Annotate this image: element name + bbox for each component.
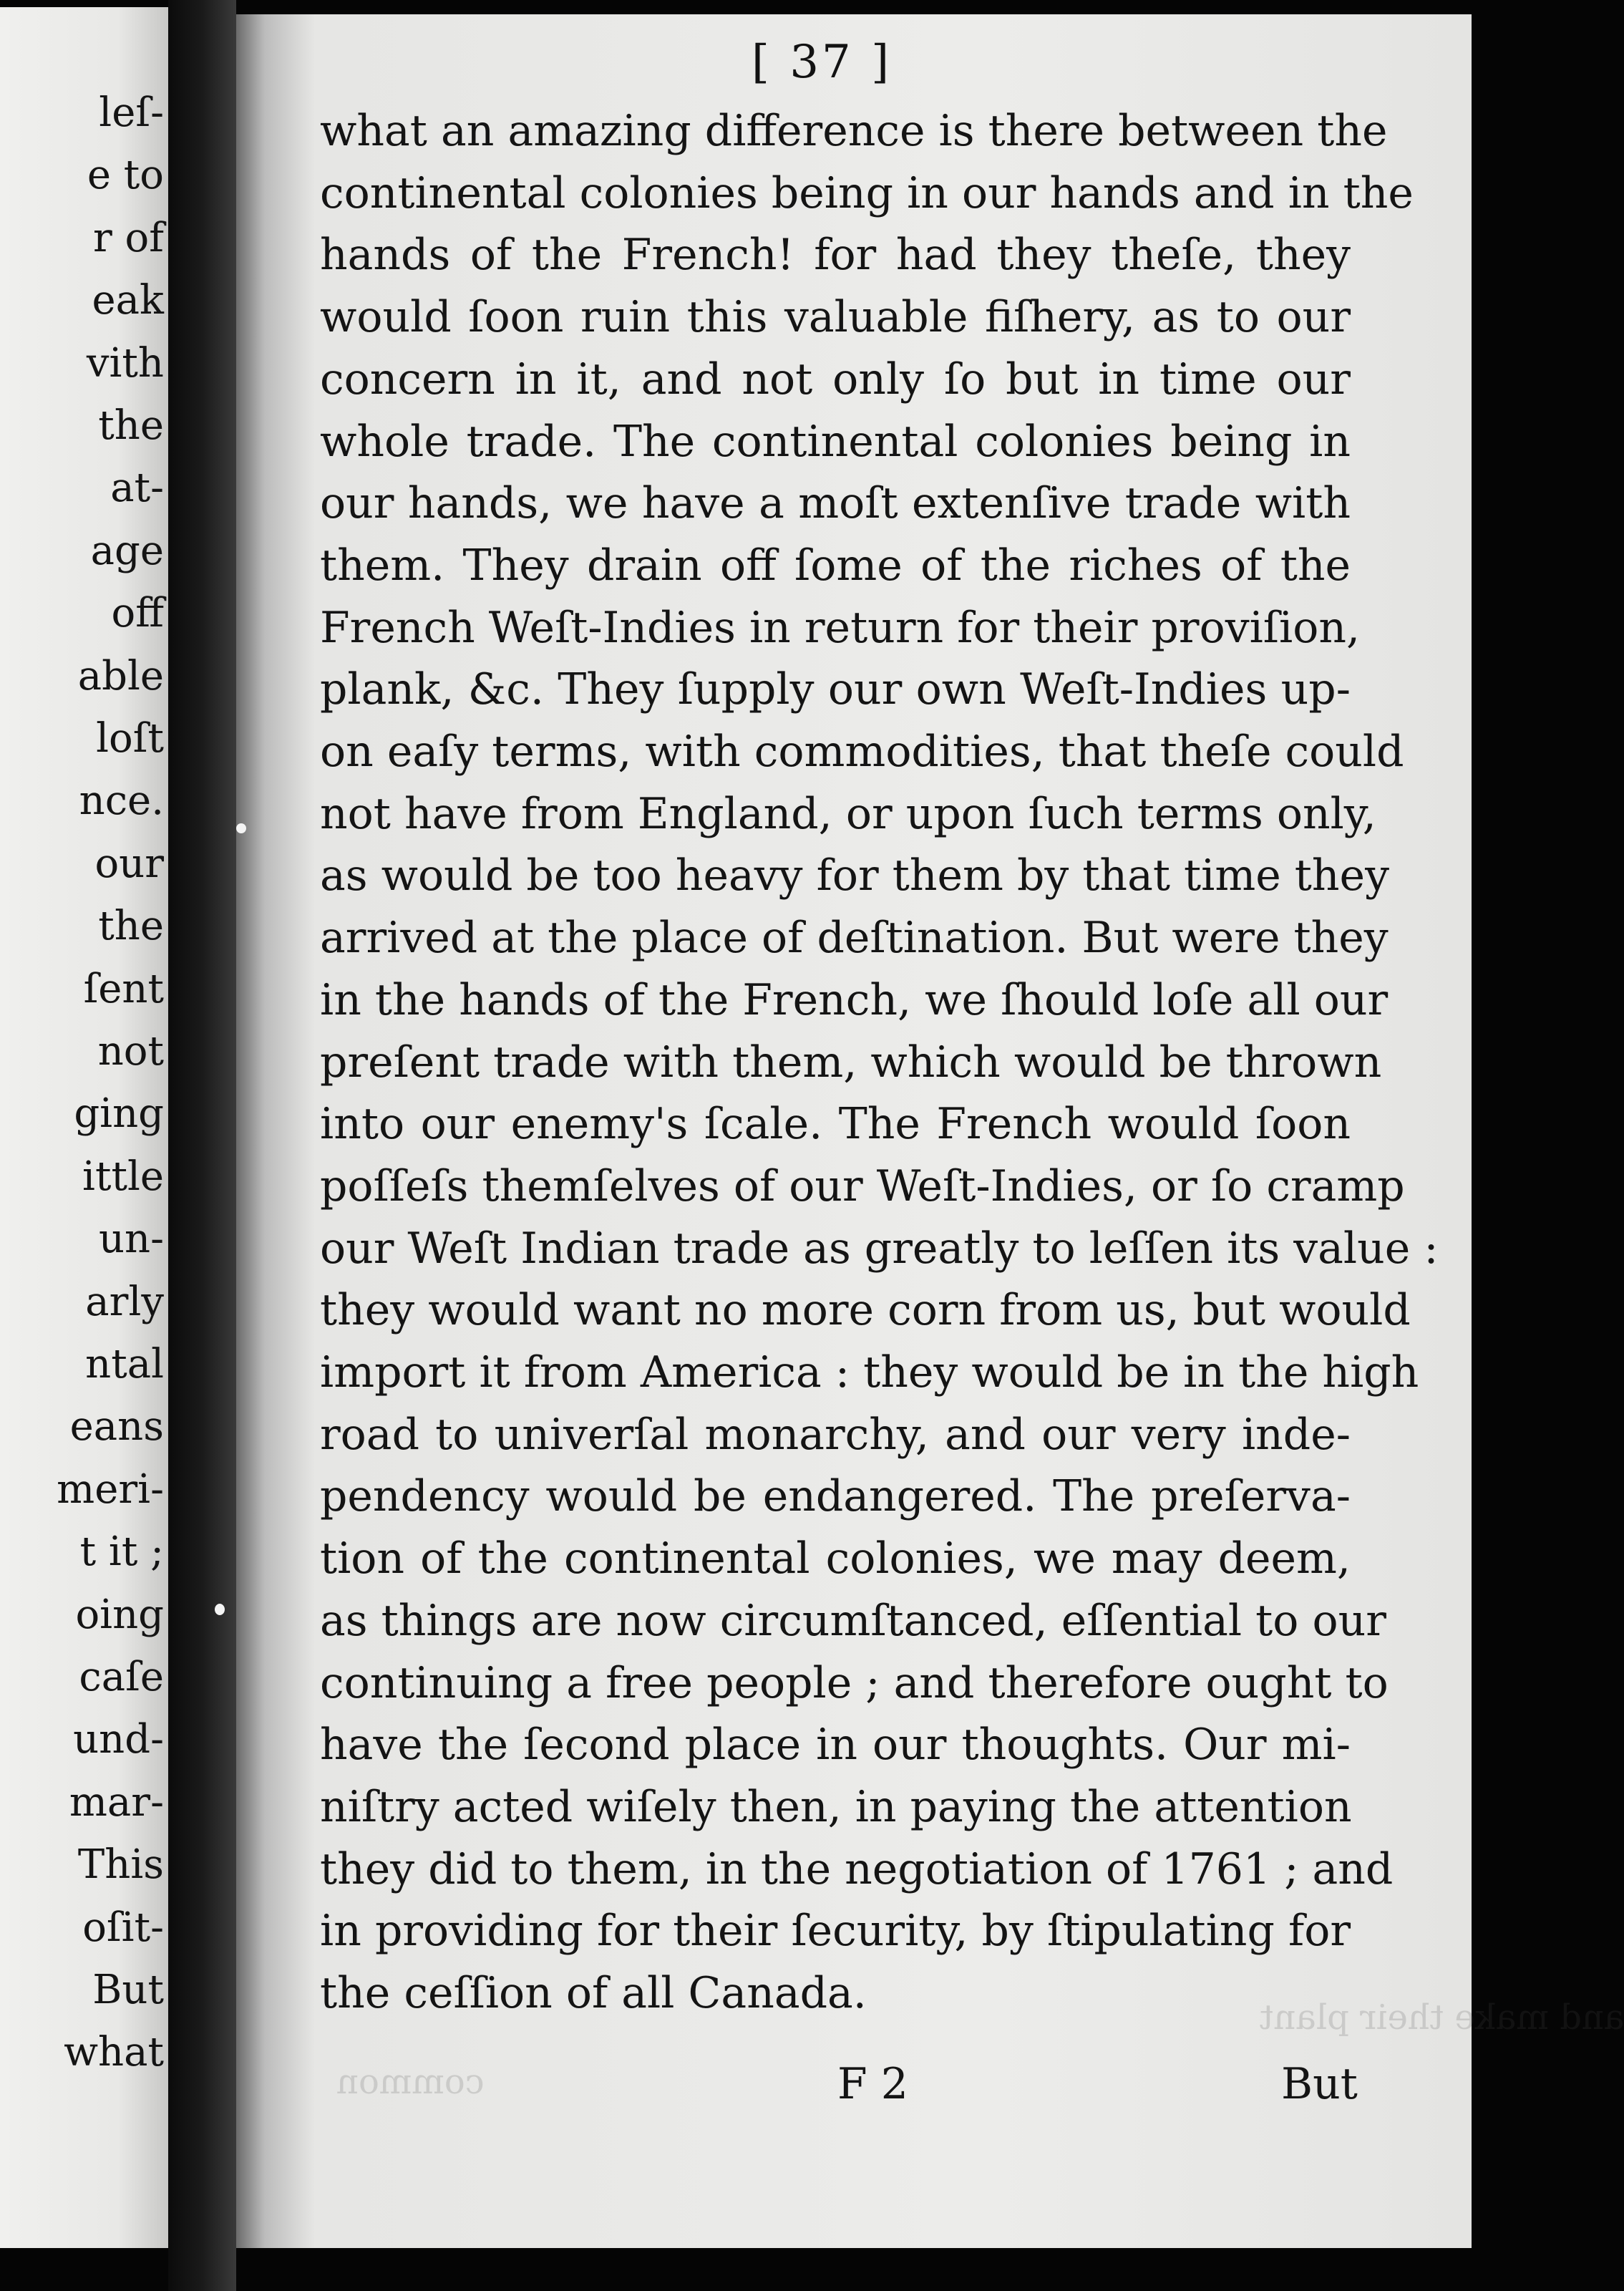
facing-page-line: what (64, 2029, 164, 2076)
text-line: French Weſt-Indies in return for their proviſion, (320, 602, 1361, 653)
facing-page-line: ittle (82, 1153, 164, 1200)
catchword: But (1281, 2059, 1358, 2109)
text-line: have the ſecond place in our thoughts. Our mi- (320, 1720, 1351, 1771)
facing-page-fragment (0, 7, 168, 2248)
text-line: arrived at the place of deſtination. But were they (320, 913, 1389, 964)
text-line: as things are now circumſtanced, eſſential to our (320, 1595, 1386, 1646)
text-line: continental colonies being in our hands and in the (320, 168, 1414, 218)
text-line: them. They drain off ſome of the riches of the (320, 540, 1351, 591)
facing-page-line: caſe (79, 1654, 164, 1700)
facing-page-line: able (77, 652, 164, 699)
facing-page-line: ſent (83, 965, 164, 1012)
facing-page-line: und- (73, 1716, 164, 1763)
text-line: the ceſſion of all Canada. (320, 1968, 867, 2018)
facing-page-line: vith (86, 339, 164, 387)
text-line: import it from America : they would be in the high (320, 1347, 1419, 1398)
text-line: whole trade. The continental colonies being in (320, 416, 1351, 467)
text-line: not have from England, or upon ſuch terms only, (320, 788, 1376, 839)
facing-page-line: oſit- (82, 1904, 164, 1951)
facing-page-line: at- (110, 465, 164, 512)
paper-speck (236, 823, 246, 833)
facing-page-line: age (90, 527, 164, 574)
text-line: road to univerſal monarchy, and our very inde- (320, 1409, 1351, 1460)
facing-page-line: the (98, 402, 164, 449)
text-line: continuing a free people ; and therefore ought to (320, 1657, 1389, 1708)
show-through-text: and make their plant (1260, 1997, 1624, 2038)
signature-mark: F 2 (837, 2059, 908, 2109)
text-line: in the hands of the French, we ſhould loſe all our (320, 974, 1389, 1025)
facing-page-line: mar- (69, 1778, 164, 1826)
text-line: niſtry acted wiſely then, in paying the attention (320, 1781, 1352, 1832)
facing-page-line: off (111, 590, 164, 637)
facing-page-line: our (94, 840, 164, 887)
facing-page-line: un- (98, 1216, 164, 1263)
facing-page-line: loſt (96, 715, 164, 762)
facing-page-line: the (98, 903, 164, 950)
text-line: in providing for their ſecurity, by ſtipulating for (320, 1906, 1351, 1957)
text-line: plank, &c. They ſupply our own Weſt-Indies up- (320, 664, 1351, 715)
facing-page-line: nce. (79, 778, 164, 825)
text-line: poſſeſs themſelves of our Weſt-Indies, or ſo cramp (320, 1161, 1405, 1211)
text-line: into our enemy's ſcale. The French would ſoon (320, 1099, 1351, 1150)
facing-page-line: But (92, 1967, 164, 2013)
text-line: as would be too heavy for them by that time they (320, 851, 1389, 901)
text-line: pendency would be endangered. The preſerva- (320, 1471, 1351, 1522)
facing-page-line: ging (74, 1090, 164, 1138)
text-line: hands of the French! for had they theſe, they (320, 230, 1351, 281)
facing-page-line: eak (92, 277, 164, 324)
facing-page-line: e to (87, 152, 164, 199)
text-line: our hands, we have a moſt extenſive trade with (320, 478, 1351, 529)
text-line: our Weſt Indian trade as greatly to leſſen its value : (320, 1223, 1439, 1274)
text-line: what an amazing difference is there between the (320, 106, 1388, 156)
book-gutter (168, 0, 236, 2291)
facing-page-line: ntal (85, 1341, 164, 1387)
facing-page-line: leſ- (99, 89, 164, 136)
facing-page-line: This (77, 1841, 164, 1889)
text-line: they would want no more corn from us, but would (320, 1285, 1411, 1336)
facing-page-line: t it ; (79, 1529, 164, 1576)
facing-page-line: meri- (57, 1466, 164, 1513)
facing-page-line: r of (92, 214, 164, 261)
facing-page-line: not (97, 1028, 164, 1075)
facing-page-line: arly (85, 1278, 164, 1325)
facing-page-line: oing (75, 1591, 164, 1638)
text-line: they did to them, in the negotiation of 1761 ; and (320, 1844, 1394, 1894)
facing-page-line: eans (69, 1403, 164, 1450)
show-through-text: common (336, 2062, 485, 2102)
text-line: would ſoon ruin this valuable fiſhery, as to our (320, 292, 1351, 343)
text-line: preſent trade with them, which would be thrown (320, 1037, 1382, 1088)
text-line: on eaſy terms, with commodities, that theſe could (320, 727, 1404, 777)
text-line: concern in it, and not only ſo but in time our (320, 354, 1351, 405)
paper-speck (215, 1604, 225, 1615)
page-number-header: [ 37 ] (752, 36, 893, 89)
text-line: tion of the continental colonies, we may deem, (320, 1534, 1351, 1584)
